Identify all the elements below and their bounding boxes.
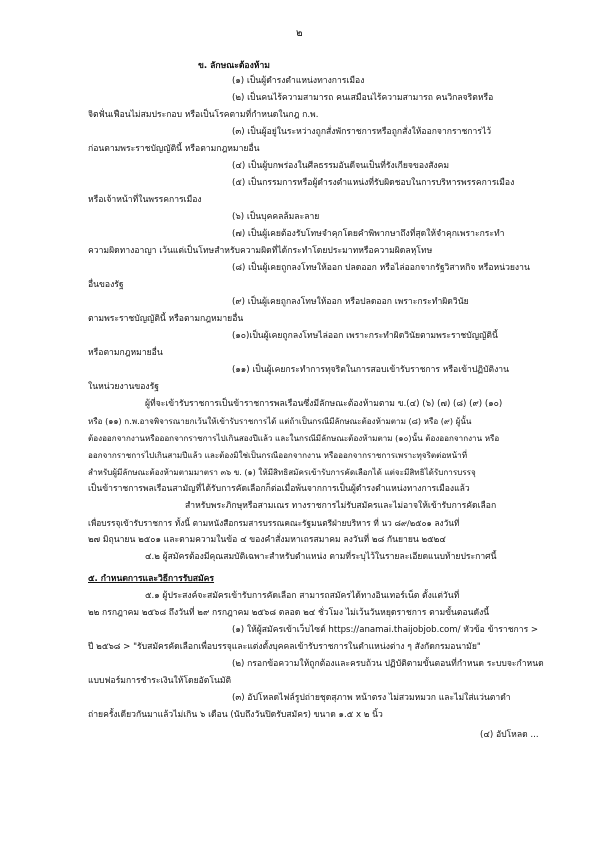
section-heading-application-schedule: ๕. กำหนดการและวิธีการรับสมัคร: [88, 574, 215, 584]
body-line: หรือตามกฎหมายอื่น: [88, 348, 163, 358]
body-line: เป็นข้าราชการพลเรือนสามัญที่ได้รับการคัดเลือกก็ต่อเมื่อพ้นจากการเป็นผู้ดำรงตำแหน่งทางการเมืองแล้ว: [88, 484, 470, 494]
body-line: (๓) เป็นผู้อยู่ในระหว่างถูกสั่งพักราชการหรือถูกสั่งให้ออกจากราชการไว้: [232, 127, 492, 137]
body-line: สำหรับพระภิกษุหรือสามเณร ทางราชการไม่รับสมัครและไม่อาจให้เข้ารับการคัดเลือก: [185, 501, 497, 511]
body-line: เพื่อบรรจุเข้ารับราชการ ทั้งนี้ ตามหนังสือกรมสารบรรณคณะรัฐมนตรีฝ่ายบริหาร ที่ นว ๘๙/๒๕๐๑ ลงวันที่: [88, 518, 460, 528]
body-line: ความผิดทางอาญา เว้นแต่เป็นโทษสำหรับความผิดที่ได้กระทำโดยประมาทหรือความผิดลหุโทษ: [88, 246, 433, 256]
page-number: ๒: [296, 28, 303, 39]
body-line: ต้องออกจากงานหรือออกจากราชการไปเกินสองปีแล้ว และในกรณีมีลักษณะต้องห้ามตาม (๑๐)นั้น ต้องออกจากงาน หรือ: [88, 433, 500, 443]
body-line: ๒๗ มิถุนายน ๒๕๐๑ และตามความในข้อ ๔ ของคำสั่งมหาเถรสมาคม ลงวันที่ ๒๘ กันยายน ๒๕๒๔: [88, 535, 446, 545]
body-line: ๔.๒ ผู้สมัครต้องมีคุณสมบัติเฉพาะสำหรับตำแหน่ง ตามที่ระบุไว้ในรายละเอียดแนบท้ายประกาศนี้: [145, 552, 497, 562]
section-heading-prohibitions: ข. ลักษณะต้องห้าม: [198, 61, 270, 71]
body-line: (๔) เป็นผู้บกพร่องในศีลธรรมอันดีจนเป็นที่รังเกียจของสังคม: [232, 161, 450, 171]
body-line: ในหน่วยงานของรัฐ: [88, 382, 159, 392]
body-line: ออกจากราชการไปเกินสามปีแล้ว และต้องมิใช่เป็นกรณีออกจากงาน หรือออกจากราชการเพราะทุจริตต่อหน้าที่: [88, 450, 468, 460]
body-line: แบบฟอร์มการชำระเงินให้โดยอัตโนมัติ: [88, 676, 232, 686]
body-line: (๙) เป็นผู้เคยถูกลงโทษให้ออก หรือปลดออก เพราะกระทำผิดวินัย: [232, 297, 469, 307]
body-line: ตามพระราชบัญญัตินี้ หรือตามกฎหมายอื่น: [88, 314, 244, 324]
body-line: สำหรับผู้มีลักษณะต้องห้ามตามมาตรา ๓๖ ข. (๑) ให้มีสิทธิสมัครเข้ารับการคัดเลือกได้ แต่จะมีสิทธิได้รับการบรรจุ: [88, 467, 476, 477]
body-line: (๒) กรอกข้อความให้ถูกต้องและครบถ้วน ปฏิบัติตามขั้นตอนที่กำหนด ระบบจะกำหนด: [232, 659, 544, 669]
body-line: (๘) เป็นผู้เคยถูกลงโทษให้ออก ปลดออก หรือไล่ออกจากรัฐวิสาหกิจ หรือหน่วยงาน: [232, 263, 530, 273]
body-line: ๒๒ กรกฎาคม ๒๕๖๘ ถึงวันที่ ๒๙ กรกฎาคม ๒๕๖๘ ตลอด ๒๔ ชั่วโมง ไม่เว้นวันหยุดราชการ ตามขั้นตอนดังนี้: [88, 608, 490, 618]
continuation-note: (๔) อัปโหลด ...: [480, 730, 539, 740]
body-line: อื่นของรัฐ: [88, 280, 124, 290]
body-line: (๑) เป็นผู้ดำรงตำแหน่งทางการเมือง: [232, 76, 365, 86]
body-line: (๑๑) เป็นผู้เคยกระทำการทุจริตในการสอบเข้ารับราชการ หรือเข้าปฏิบัติงาน: [232, 365, 510, 375]
body-line: (๑๐)เป็นผู้เคยถูกลงโทษไล่ออก เพราะกระทำผิดวินัยตามพระราชบัญญัตินี้: [232, 331, 498, 341]
body-line: ปี ๒๕๖๘ > "รับสมัครคัดเลือกเพื่อบรรจุและแต่งตั้งบุคคลเข้ารับราชการในตำแหน่งต่าง ๆ สังกัดกรมอนามัย": [88, 642, 481, 652]
body-line: ผู้ที่จะเข้ารับราชการเป็นข้าราชการพลเรือนซึ่งมีลักษณะต้องห้ามตาม ข.(๔) (๖) (๗) (๘) (๙) (๑๐): [145, 399, 503, 409]
body-line: หรือ (๑๑) ก.พ.อาจพิจารณายกเว้นให้เข้ารับราชการได้ แต่ถ้าเป็นกรณีมีลักษณะต้องห้ามตาม (๘) หรือ (๙) ผู้นั้น: [88, 416, 472, 426]
body-line: ถ่ายครั้งเดียวกันมาแล้วไม่เกิน ๖ เดือน (นับถึงวันปิดรับสมัคร) ขนาด ๑.๕ x ๒ นิ้ว: [88, 710, 383, 720]
body-line: (๗) เป็นผู้เคยต้องรับโทษจำคุกโดยคำพิพากษาถึงที่สุดให้จำคุกเพราะกระทำ: [232, 229, 505, 239]
body-line: หรือเจ้าหน้าที่ในพรรคการเมือง: [88, 195, 202, 205]
body-line: (๖) เป็นบุคคลล้มละลาย: [232, 212, 320, 222]
body-line-website: (๑) ให้ผู้สมัครเข้าเว็บไซต์ https://anamai.thaijobjob.com/ หัวข้อ ข้าราชการ >: [232, 625, 539, 635]
body-line: (๒) เป็นคนไร้ความสามารถ คนเสมือนไร้ความสามารถ คนวิกลจริตหรือ: [232, 93, 494, 103]
body-line: ๕.๑ ผู้ประสงค์จะสมัครเข้ารับการคัดเลือก สามารถสมัครได้ทางอินเทอร์เน็ต ตั้งแต่วันที่: [145, 591, 460, 601]
body-line: จิตฟั่นเฟือนไม่สมประกอบ หรือเป็นโรคตามที่กำหนดในกฎ ก.พ.: [88, 110, 319, 120]
body-line: ก่อนตามพระราชบัญญัตินี้ หรือตามกฎหมายอื่น: [88, 144, 260, 154]
body-line: (๓) อัปโหลดไฟล์รูปถ่ายชุดสุภาพ หน้าตรง ไม่สวมหมวก และไม่ใส่แว่นตาดำ: [232, 693, 511, 703]
body-line: (๕) เป็นกรรมการหรือผู้ดำรงตำแหน่งที่รับผิดชอบในการบริหารพรรคการเมือง: [232, 178, 515, 188]
